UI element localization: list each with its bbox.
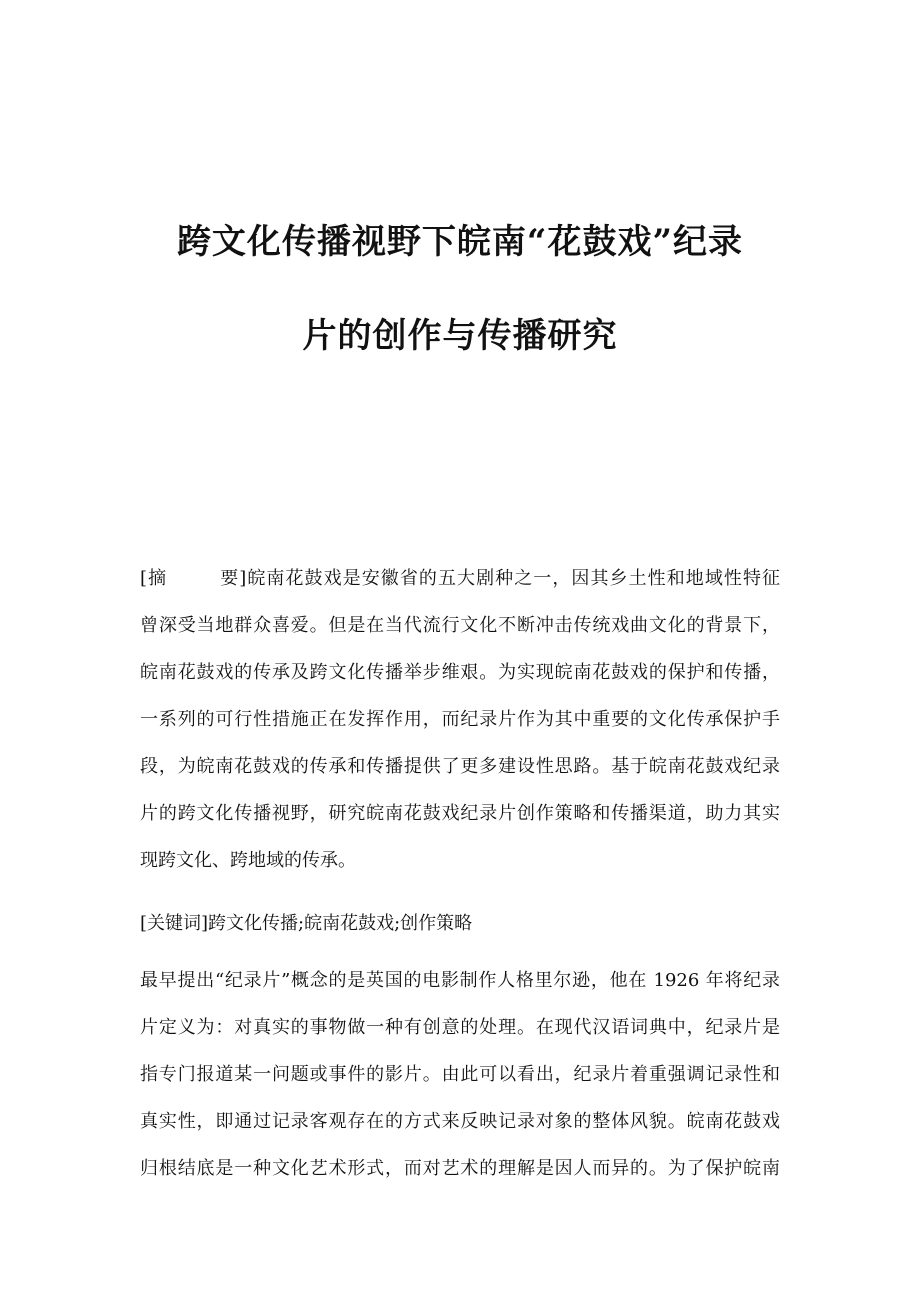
abstract-line: 曾深受当地群众喜爱。但是在当代流行文化不断冲击传统戏曲文化的背景下，: [140, 615, 780, 636]
keywords: [关键词]跨文化传播;皖南花鼓戏;创作策略: [140, 913, 473, 934]
abstract-line: 一系列的可行性措施正在发挥作用，而纪录片作为其中重要的文化传承保护手: [140, 709, 780, 730]
abstract-line: [140, 567, 780, 591]
title-line-1: 跨文化传播视野下皖南“花鼓戏”纪录: [176, 222, 744, 262]
abstract-label-close: 要]: [219, 568, 247, 589]
abstract-line: 片的跨文化传播视野，研究皖南花鼓戏纪录片创作策略和传播渠道，助力其实: [140, 803, 780, 824]
abstract-line: 现跨文化、跨地域的传承。: [140, 850, 356, 871]
body-line: 最早提出“纪录片”概念的是英国的电影制作人格里尔逊，他在 1926 年将纪录: [140, 970, 780, 991]
body-line: 归根结底是一种文化艺术形式，而对艺术的理解是因人而异的。为了保护皖南: [140, 1158, 780, 1179]
body-line: 片定义为：对真实的事物做一种有创意的处理。在现代汉语词典中，纪录片是: [140, 1017, 780, 1038]
body-line: 指专门报道某一问题或事件的影片。由此可以看出，纪录片着重强调记录性和: [140, 1064, 780, 1085]
abstract-line: 段，为皖南花鼓戏的传承和传播提供了更多建设性思路。基于皖南花鼓戏纪录: [140, 756, 780, 777]
body-line: 真实性，即通过记录客观存在的方式来反映记录对象的整体风貌。皖南花鼓戏: [140, 1111, 780, 1132]
title-line-2: 片的创作与传播研究: [302, 316, 618, 356]
abstract-text: 皖南花鼓戏是安徽省的五大剧种之一，因其乡土性和地域性特征: [246, 568, 781, 589]
abstract-line: 皖南花鼓戏的传承及跨文化传播举步维艰。为实现皖南花鼓戏的保护和传播，: [140, 662, 780, 683]
abstract-label-open: [摘: [140, 568, 168, 589]
